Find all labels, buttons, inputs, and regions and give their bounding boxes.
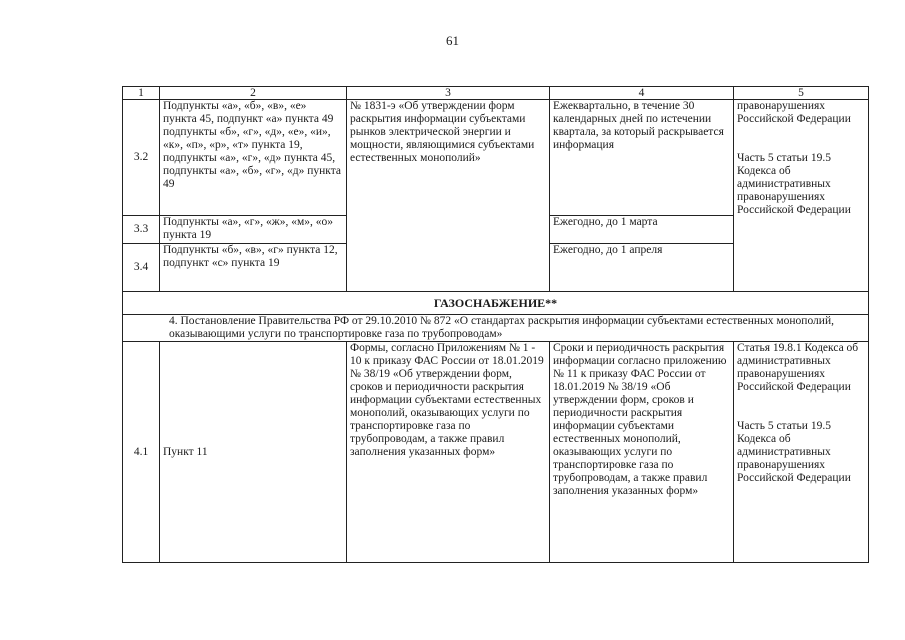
liability-text: правонарушениях Российской Федерации	[737, 100, 851, 125]
row-form: Формы, согласно Приложениям № 1 - 10 к приказу ФАС России от 18.01.2019 № 38/19 «Об утверждении форм, сроков и периодичности раскрытия информации субъектами естественных монополий, оказывающих услуги по транспортировке газа по трубопроводам, а также правил заполнения указанных форм»	[347, 342, 550, 563]
table-row	[123, 342, 869, 563]
liability-text: Часть 5 статьи 19.5 Кодекса об административных правонарушениях Российской Федерации	[737, 420, 851, 484]
row-liability	[734, 342, 869, 563]
row-items: Подпункты «б», «в», «г» пункта 12, подпункт «с» пункта 19	[160, 244, 347, 292]
spacer	[737, 126, 865, 152]
liability-text: Часть 5 статьи 19.5 Кодекса об административных правонарушениях Российской Федерации	[737, 152, 851, 216]
row-number: 3.4	[123, 244, 160, 292]
disclosure-table	[122, 86, 869, 563]
resolution-row	[123, 315, 869, 342]
liability-text: Статья 19.8.1 Кодекса об административных правонарушениях Российской Федерации	[737, 342, 859, 393]
row-items: Подпункты «а», «б», «в», «е» пункта 45, подпункт «а» пункта 49 подпункты «б», «г», «д», «е», «и», «к», «п», «р», «т» пункта 19, подпункты «а», «г», «д» пункта 45, подпункты «а», «б», «г», «д» пункта 49	[160, 100, 347, 216]
row-number: 3.3	[123, 216, 160, 244]
header-cell: 4	[550, 87, 734, 100]
header-cell: 5	[734, 87, 869, 100]
row-form: № 1831-э «Об утверждении форм раскрытия информации субъектами рынков электрической энергии и мощности, являющимися субъектами естественных монополий»	[347, 100, 550, 292]
table-header-row	[123, 87, 869, 100]
header-cell: 1	[123, 87, 160, 100]
header-cell: 3	[347, 87, 550, 100]
row-period: Ежегодно, до 1 марта	[550, 216, 734, 244]
page-number: 61	[446, 33, 459, 48]
row-liability	[734, 100, 869, 292]
header-cell: 2	[160, 87, 347, 100]
row-number: 4.1	[123, 342, 160, 563]
row-items: Пункт 11	[160, 342, 347, 563]
section-title: ГАЗОСНАБЖЕНИЕ**	[123, 292, 869, 315]
disclosure-table-container	[122, 86, 869, 563]
row-period: Ежеквартально, в течение 30 календарных дней по истечении квартала, за который раскрывается информация	[550, 100, 734, 216]
row-items: Подпункты «а», «г», «ж», «м», «о» пункта 19	[160, 216, 347, 244]
table-row	[123, 100, 869, 216]
spacer	[737, 394, 865, 420]
row-number: 3.2	[123, 100, 160, 216]
section-row	[123, 292, 869, 315]
row-period: Ежегодно, до 1 апреля	[550, 244, 734, 292]
resolution-title: 4. Постановление Правительства РФ от 29.10.2010 № 872 «О стандартах раскрытия информации субъектами естественных монополий, оказывающими услуги по транспортировке газа по трубопроводам»	[123, 315, 869, 342]
row-period: Сроки и периодичность раскрытия информации согласно приложению № 11 к приказу ФАС России от 18.01.2019 № 38/19 «Об утверждении форм, сроков и периодичности раскрытия информации субъектами естественных монополий, оказывающих услуги по транспортировке газа по трубопроводам, а также правил заполнения указанных форм»	[550, 342, 734, 563]
